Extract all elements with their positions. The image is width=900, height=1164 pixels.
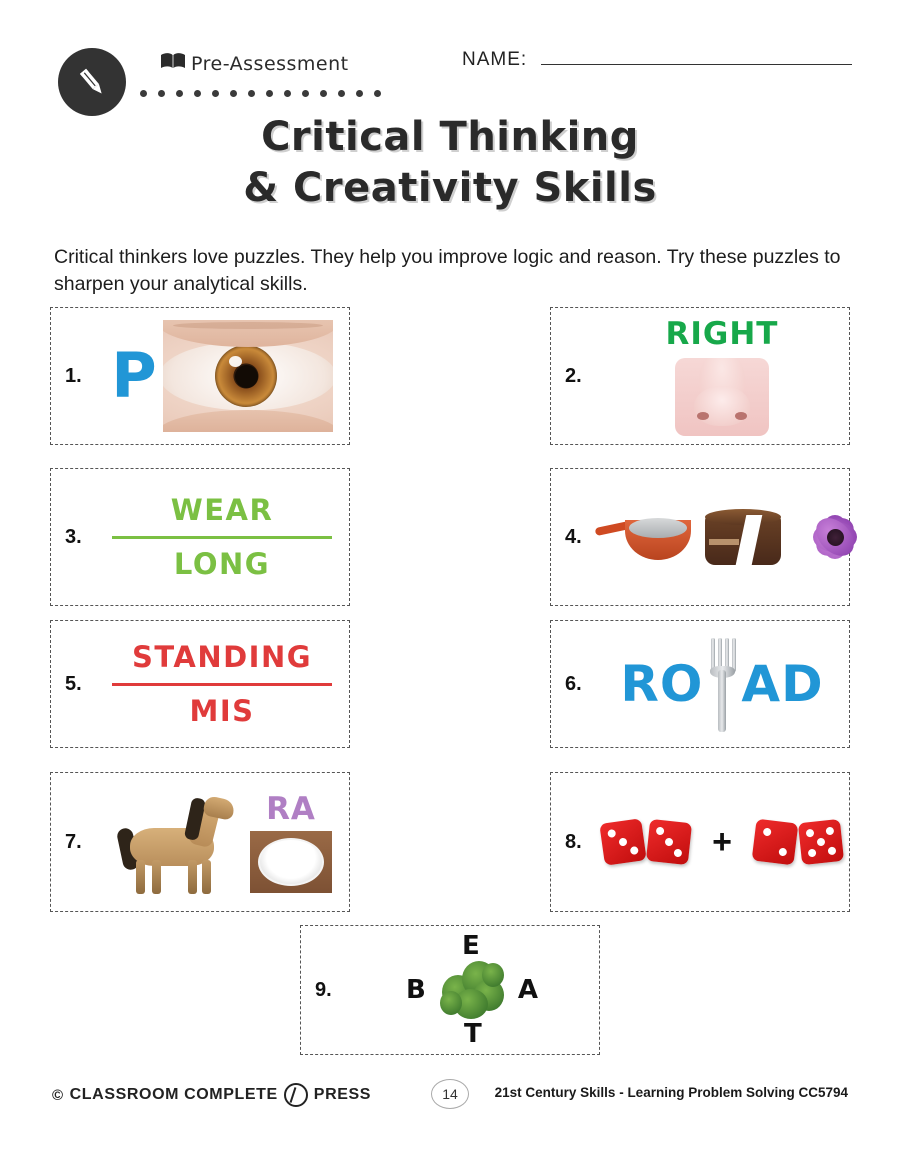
puzzle-content (95, 308, 349, 444)
name-label: NAME: (462, 49, 528, 70)
die (752, 819, 799, 866)
puzzle-item-6 (550, 620, 850, 748)
dot (338, 90, 345, 97)
bush-photo (438, 957, 506, 1021)
die (798, 819, 844, 865)
puzzle-number: 3. (65, 525, 82, 548)
puzzle-item-3 (50, 468, 350, 606)
swirl-icon (284, 1083, 308, 1107)
flower-photo (795, 504, 875, 570)
die (646, 819, 692, 865)
decorative-dots (140, 88, 400, 98)
word-wear: WEAR (170, 493, 274, 528)
horse-photo (108, 790, 238, 894)
puzzle-number: 9. (315, 978, 332, 1001)
frying-pan-photo (595, 508, 691, 566)
nose-photo (675, 358, 769, 436)
puzzle-item-7 (50, 772, 350, 912)
puzzle-item-2 (550, 307, 850, 445)
book-reference: 21st Century Skills - Learning Problem Solving CC5794 (494, 1085, 848, 1100)
letter-a: A (517, 975, 538, 1005)
dice-group-right (754, 821, 842, 863)
puzzle-content (95, 469, 349, 605)
puzzle-number: 1. (65, 364, 82, 387)
copyright-symbol: © (52, 1086, 64, 1104)
puzzle-content (595, 469, 875, 605)
dot (194, 90, 201, 97)
text-ra: RA (266, 791, 316, 827)
dot (356, 90, 363, 97)
name-field-group (462, 48, 852, 71)
puzzle-item-1 (50, 307, 350, 445)
fork-photo (705, 636, 739, 732)
fraction-bar (112, 536, 332, 539)
puzzle-content (595, 773, 849, 911)
puzzle-content (345, 926, 599, 1054)
text-ro: RO (620, 655, 704, 713)
page-header (0, 0, 900, 120)
dot (284, 90, 291, 97)
puzzle-item-5 (50, 620, 350, 748)
publisher-name: CLASSROOM COMPLETE (69, 1086, 278, 1103)
publisher-name-end: PRESS (313, 1086, 372, 1103)
page-title (0, 112, 900, 214)
letter-e: E (462, 931, 480, 961)
dot (230, 90, 237, 97)
puzzle-number: 8. (565, 830, 582, 853)
puzzle-item-9 (300, 925, 600, 1055)
dot (248, 90, 255, 97)
text-ad: AD (741, 655, 824, 713)
dot (176, 90, 183, 97)
dot (158, 90, 165, 97)
word-right: RIGHT (665, 316, 779, 352)
pre-assessment-tag (160, 52, 349, 75)
puzzle-item-8 (550, 772, 850, 912)
word-mis: MIS (189, 693, 255, 728)
dot (212, 90, 219, 97)
word-long: LONG (173, 546, 271, 581)
ra-and-plate-group (246, 791, 336, 893)
dot (140, 90, 147, 97)
pre-assessment-label: Pre-Assessment (191, 52, 349, 75)
puzzle-content (95, 773, 349, 911)
die (599, 818, 646, 865)
page-footer (0, 1075, 900, 1145)
page-title-line1: Critical Thinking (261, 114, 639, 160)
fraction-bar (112, 683, 332, 686)
word-standing: STANDING (131, 640, 313, 675)
puzzle-content (95, 621, 349, 747)
pencil-icon (58, 48, 126, 116)
puzzle-number: 6. (565, 672, 582, 695)
open-book-icon (160, 52, 186, 75)
puzzle-content (595, 308, 849, 444)
plate-photo (250, 831, 332, 893)
cake-photo (701, 505, 785, 569)
puzzle-content (595, 621, 849, 747)
publisher-logo (52, 1083, 371, 1107)
page-title-line2: & Creativity Skills (243, 165, 657, 212)
letter-b: B (406, 975, 426, 1005)
puzzle-item-4 (550, 468, 850, 606)
puzzle-number: 5. (65, 672, 82, 695)
page-number: 14 (431, 1079, 469, 1109)
puzzle-number: 7. (65, 830, 82, 853)
dot (320, 90, 327, 97)
dot (266, 90, 273, 97)
letter-t: T (464, 1019, 482, 1049)
intro-paragraph: Critical thinkers love puzzles. They help you improve logic and reason. Try these puzzles to sharpen your analytical skills. (54, 245, 841, 296)
dot (302, 90, 309, 97)
puzzle-number: 2. (565, 364, 582, 387)
dice-group-left (602, 821, 690, 863)
letter-p: P (111, 339, 157, 412)
eye-photo (163, 320, 333, 432)
name-input-line[interactable] (541, 48, 852, 65)
plus-sign: + (712, 822, 732, 861)
puzzle-number: 4. (565, 525, 582, 548)
dot (374, 90, 381, 97)
